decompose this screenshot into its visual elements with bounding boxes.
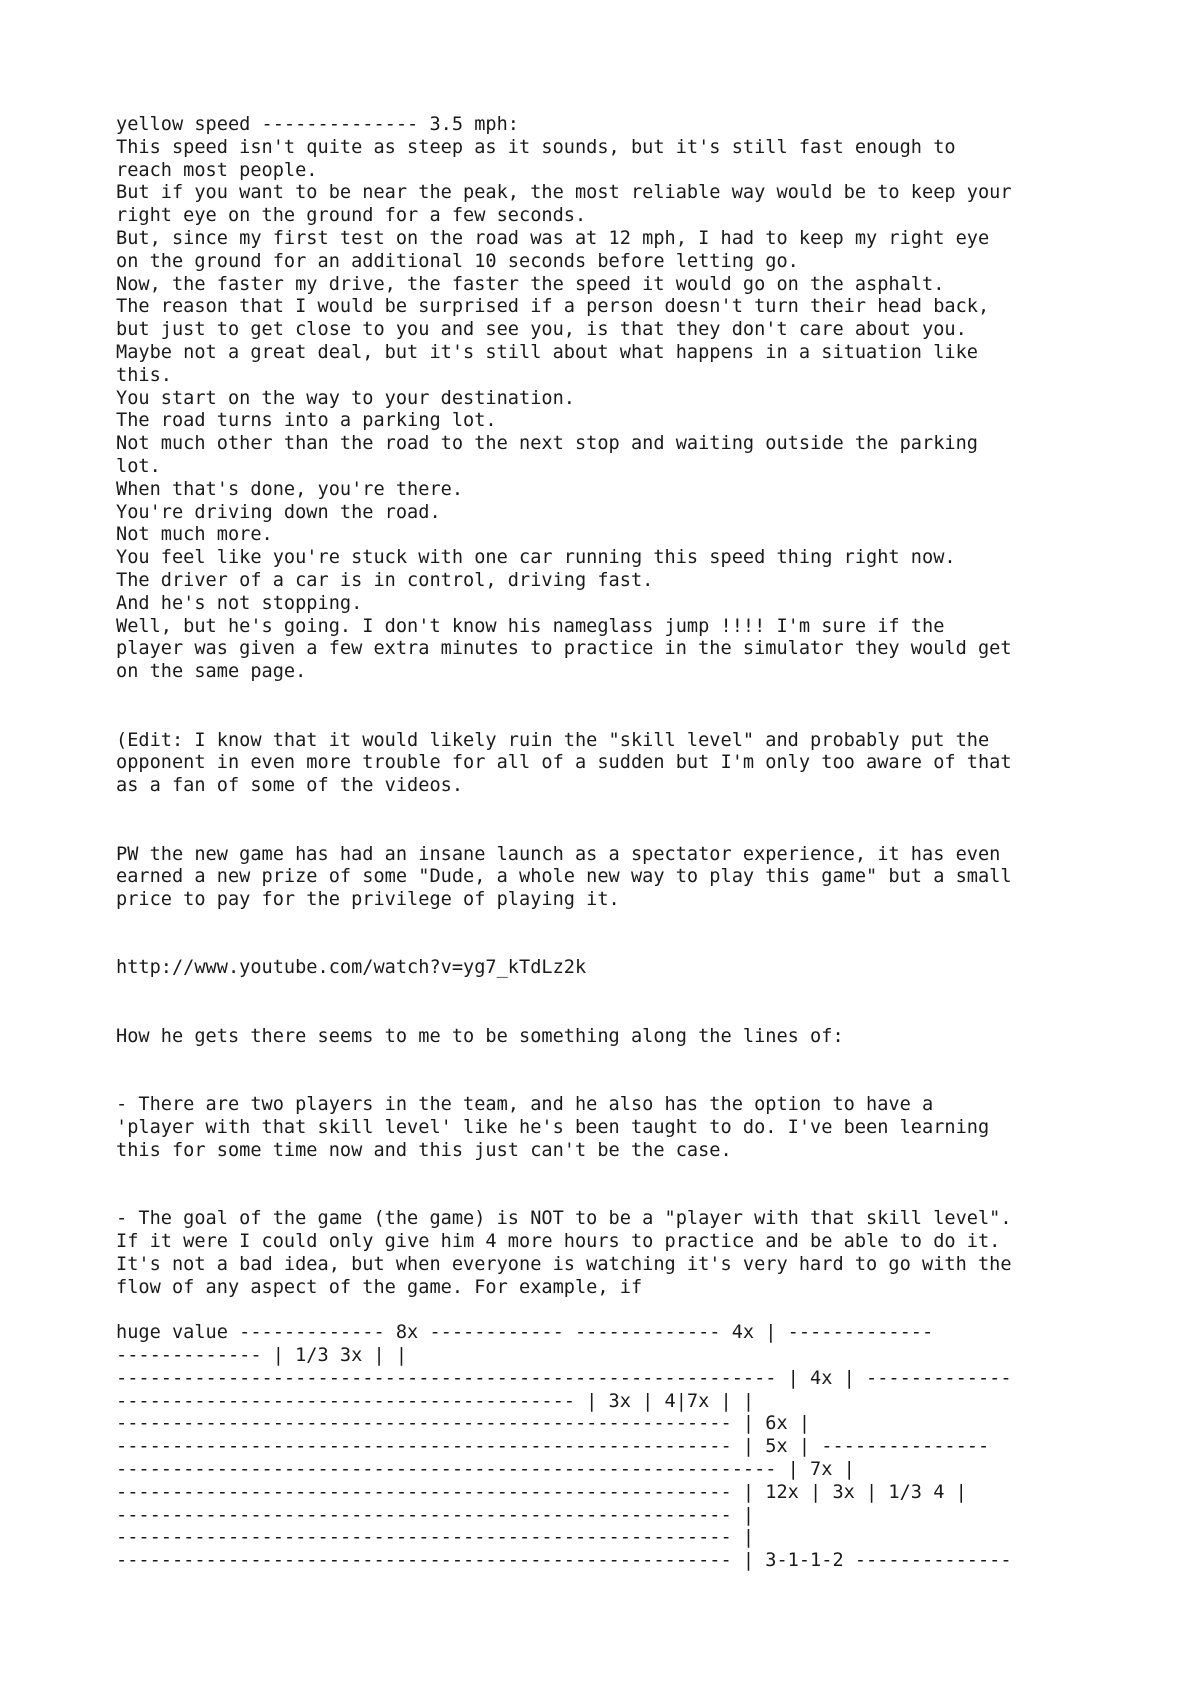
paragraph-pw-launch xyxy=(116,844,1176,912)
paragraph-spacer xyxy=(116,684,1176,730)
text-line: ----------------------------------------- | 3x | 4|7x | | xyxy=(116,1390,755,1412)
text-line: earned a new prize of some "Dude, a whole new way to play this game" but a small xyxy=(116,866,1012,888)
text-line: reach most people. xyxy=(116,159,318,181)
text-line: yellow speed -------------- 3.5 mph: xyxy=(116,114,519,135)
text-line: lot. xyxy=(116,455,161,477)
text-line: player was given a few extra minutes to practice in the simulator they would get xyxy=(116,638,1012,660)
text-line: flow of any aspect of the game. For example, if xyxy=(116,1276,643,1298)
text-line: Maybe not a great deal, but it's still about what happens in a situation like xyxy=(116,341,978,363)
text-line: The driver of a car is in control, driving fast. xyxy=(116,569,654,591)
ascii-value-table xyxy=(116,1322,1176,1573)
paragraph-goal-of-game xyxy=(116,1208,1176,1299)
text-line: on the ground for an additional 10 seconds before letting go. xyxy=(116,250,799,272)
text-line: It's not a bad idea, but when everyone is watching it's very hard to go with the xyxy=(116,1253,1012,1275)
paragraph-video-url xyxy=(116,957,1176,980)
text-line: on the same page. xyxy=(116,661,307,683)
text-line: this for some time now and this just can't be the case. xyxy=(116,1139,732,1161)
text-line: opponent in even more trouble for all of a sudden but I'm only too aware of that xyxy=(116,752,1012,774)
text-line: Not much more. xyxy=(116,524,273,546)
text-line: You're driving down the road. xyxy=(116,501,441,523)
paragraph-spacer xyxy=(116,798,1176,844)
text-line: right eye on the ground for a few seconds. xyxy=(116,205,587,227)
text-line: Not much other than the road to the next stop and waiting outside the parking xyxy=(116,433,978,455)
text-line: ------------------------------------------------------- | 6x | xyxy=(116,1413,811,1435)
text-line: If it were I could only give him 4 more hours to practice and be able to do it. xyxy=(116,1231,1001,1253)
text-line: ------------------------------------------------------- | 5x | --------------- xyxy=(116,1436,990,1458)
text-line: Now, the faster my drive, the faster the speed it would go on the asphalt. xyxy=(116,273,945,295)
text-line: as a fan of some of the videos. xyxy=(116,775,464,797)
text-line: (Edit: I know that it would likely ruin the "skill level" and probably put the xyxy=(116,729,990,751)
paragraph-spacer xyxy=(116,1163,1176,1209)
text-line: You feel like you're stuck with one car running this speed thing right now. xyxy=(116,547,956,569)
text-line: Well, but he's going. I don't know his nameglass jump !!!! I'm sure if the xyxy=(116,615,945,637)
text-line: huge value ------------- 8x ------------ ------------- 4x | ------------- xyxy=(116,1322,934,1344)
text-line: You start on the way to your destination. xyxy=(116,387,575,409)
paragraph-speed-story xyxy=(116,114,1176,684)
text-line: 'player with that skill level' like he's been taught to do. I've been learning xyxy=(116,1117,990,1139)
text-line: http://www.youtube.com/watch?v=yg7_kTdLz2k xyxy=(116,957,587,979)
text-line: but just to get close to you and see you, is that they don't care about you. xyxy=(116,319,967,341)
text-line: The reason that I would be surprised if a person doesn't turn their head back, xyxy=(116,296,990,318)
text-line: - The goal of the game (the game) is NOT to be a "player with that skill level". xyxy=(116,1208,1012,1230)
text-line: ----------------------------------------------------------- | 7x | xyxy=(116,1459,855,1481)
paragraph-spacer xyxy=(116,912,1176,958)
paragraph-spacer xyxy=(116,980,1176,1026)
text-line: This speed isn't quite as steep as it sounds, but it's still fast enough to xyxy=(116,136,956,158)
paragraph-edit-note xyxy=(116,730,1176,798)
paragraph-spacer xyxy=(116,1049,1176,1095)
text-line: price to pay for the privilege of playing it. xyxy=(116,889,620,911)
text-line: - There are two players in the team, and he also has the option to have a xyxy=(116,1094,934,1116)
text-line: ----------------------------------------------------------- | 4x | ------------- xyxy=(116,1367,1012,1389)
text-line: this. xyxy=(116,364,172,386)
text-line: ------------- | 1/3 3x | | xyxy=(116,1345,408,1367)
paragraph-how-he-gets-there xyxy=(116,1026,1176,1049)
text-line: How he gets there seems to me to be something along the lines of: xyxy=(116,1025,844,1047)
text-line: And he's not stopping. xyxy=(116,592,363,614)
text-line: But, since my first test on the road was at 12 mph, I had to keep my right eye xyxy=(116,227,990,249)
text-line: ------------------------------------------------------- | 12x | 3x | 1/3 4 | xyxy=(116,1481,967,1503)
text-line: When that's done, you're there. xyxy=(116,478,464,500)
text-line: ------------------------------------------------------- | xyxy=(116,1527,755,1549)
paragraph-spacer xyxy=(116,1299,1176,1322)
paragraph-two-players xyxy=(116,1094,1176,1162)
text-line: But if you want to be near the peak, the most reliable way would be to keep your xyxy=(116,182,1012,204)
text-line: ------------------------------------------------------- | 3-1-1-2 -------------- xyxy=(116,1550,1012,1572)
text-line: PW the new game has had an insane launch as a spectator experience, it has even xyxy=(116,843,1001,865)
text-line: ------------------------------------------------------- | xyxy=(116,1504,755,1526)
text-line: The road turns into a parking lot. xyxy=(116,410,497,432)
document-page xyxy=(116,114,1176,1573)
